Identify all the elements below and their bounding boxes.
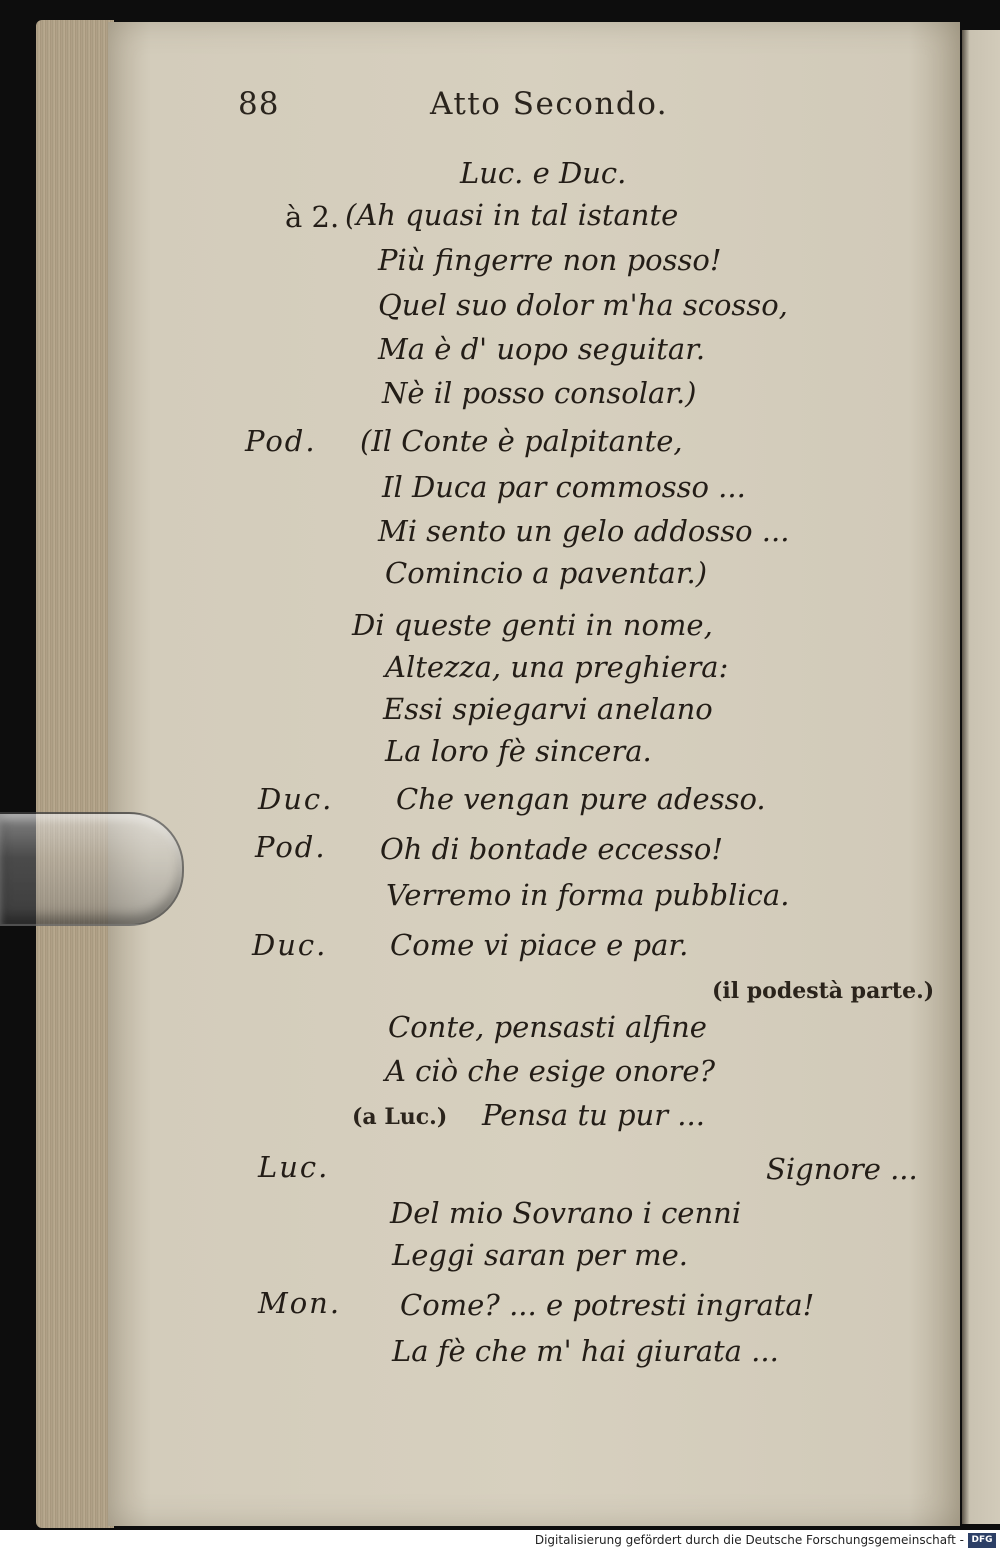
- speaker-label: Pod.: [255, 830, 327, 864]
- facing-page-edge: [962, 30, 1000, 1524]
- speaker-label: Mon.: [258, 1286, 342, 1320]
- verse-line: A ciò che esige onore?: [385, 1054, 716, 1088]
- verse-line: Signore ...: [766, 1152, 918, 1186]
- verse-line: Come vi piace e par.: [390, 928, 689, 962]
- verse-line: Più fingerre non posso!: [378, 243, 722, 277]
- verse-line: La fè che m' hai giurata ...: [392, 1334, 779, 1368]
- book-page-edges: [36, 20, 114, 1528]
- page-header: [0, 86, 1000, 126]
- page-number: 88: [238, 86, 280, 122]
- speaker-heading: Luc. e Duc.: [460, 156, 627, 190]
- stage-direction: (a Luc.): [352, 1104, 448, 1130]
- verse-line: Nè il posso consolar.): [382, 376, 697, 410]
- footer-credit: Digitalisierung gefördert durch die Deutsche Forschungsgemeinschaft -: [534, 1533, 964, 1547]
- verse-line: Quel suo dolor m'ha scosso,: [378, 288, 788, 322]
- verse-line: (Ah quasi in tal istante: [345, 198, 679, 232]
- verse-line: Altezza, una preghiera:: [385, 650, 729, 684]
- speaker-label: Luc.: [258, 1150, 330, 1184]
- speaker-label: Duc.: [252, 928, 328, 962]
- verse-line: Mi sento un gelo addosso ...: [378, 514, 790, 548]
- speaker-label: à 2.: [285, 200, 340, 234]
- verse-line: Pensa tu pur ...: [482, 1098, 705, 1132]
- verse-line: Come? ... e potresti ingrata!: [400, 1288, 815, 1322]
- verse-line: Che vengan pure adesso.: [396, 782, 766, 816]
- verse-line: Ma è d' uopo seguitar.: [378, 332, 706, 366]
- footer-bar: [0, 1530, 1000, 1552]
- dfg-logo: DFG: [968, 1533, 996, 1548]
- running-title: Atto Secondo.: [430, 86, 669, 122]
- verse-line: Del mio Sovrano i cenni: [390, 1196, 742, 1230]
- stage-direction: (il podestà parte.): [712, 978, 935, 1004]
- verse-line: Il Duca par commosso ...: [382, 470, 746, 504]
- speaker-label: Duc.: [258, 782, 334, 816]
- verse-line: (Il Conte è palpitante,: [360, 424, 683, 458]
- verse-line: Conte, pensasti alfine: [388, 1010, 707, 1044]
- verse-line: Oh di bontade eccesso!: [380, 832, 724, 866]
- verse-line: Leggi saran per me.: [392, 1238, 688, 1272]
- verse-line: Verremo in forma pubblica.: [386, 878, 790, 912]
- verse-line: Di queste genti in nome,: [352, 608, 713, 642]
- verse-line: La loro fè sincera.: [385, 734, 652, 768]
- speaker-label: Pod.: [245, 424, 317, 458]
- page-holder-clip: [0, 812, 184, 926]
- verse-line: Essi spiegarvi anelano: [383, 692, 713, 726]
- verse-line: Comincio a paventar.): [385, 556, 708, 590]
